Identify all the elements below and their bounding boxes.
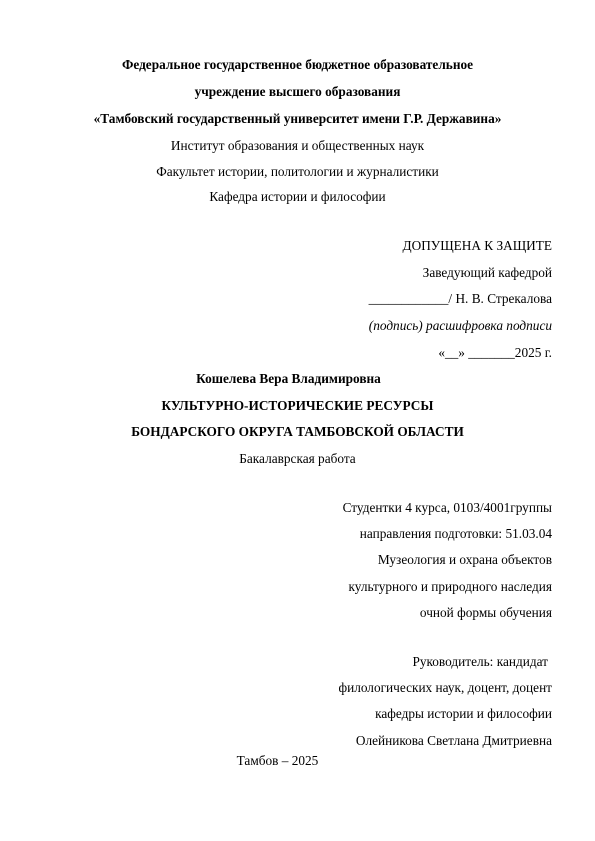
faculty-name: Факультет истории, политологии и журналистики: [156, 164, 439, 179]
approval-title: ДОПУЩЕНА К ЗАЩИТЕ: [402, 238, 552, 253]
work-title-line-2: БОНДАРСКОГО ОКРУГА ТАМБОВСКОЙ ОБЛАСТИ: [131, 424, 464, 439]
student-info-line-1: Студентки 4 курса, 0103/4001группы: [342, 500, 552, 515]
student-info-line-2: направления подготовки: 51.03.04: [359, 526, 552, 541]
student-info-line-5: очной формы обучения: [419, 605, 552, 620]
student-info-line-4: культурного и природного наследия: [348, 579, 552, 594]
university-name: «Тамбовский государственный университет имени Г.Р. Державина»: [93, 111, 502, 126]
header-line-1: Федеральное государственное бюджетное образовательное: [121, 57, 474, 72]
approval-position: Заведующий кафедрой: [422, 265, 552, 280]
work-title-line-1: КУЛЬТУРНО-ИСТОРИЧЕСКИЕ РЕСУРСЫ: [161, 398, 434, 413]
work-type: Бакалаврская работа: [239, 451, 356, 466]
student-info-line-3: Музеология и охрана объектов: [377, 552, 552, 567]
department-name: Кафедра истории и философии: [209, 189, 386, 204]
supervisor-line-3: кафедры истории и философии: [375, 706, 552, 721]
approval-signature-hint: (подпись) расшифровка подписи: [368, 318, 552, 333]
approval-signature-line: ____________/ Н. В. Стрекалова: [368, 291, 552, 306]
header-line-2: учреждение высшего образования: [194, 84, 401, 99]
author-name: Кошелева Вера Владимировна: [196, 371, 381, 386]
supervisor-line-1: Руководитель: кандидат: [412, 654, 548, 669]
supervisor-line-2: филологических наук, доцент, доцент: [338, 680, 552, 695]
city-year: Тамбов – 2025: [236, 753, 319, 768]
institute-name: Институт образования и общественных наук: [170, 138, 425, 153]
approval-date-line: «__» _______2025 г.: [438, 345, 552, 360]
supervisor-name: Олейникова Светлана Дмитриевна: [355, 733, 552, 748]
